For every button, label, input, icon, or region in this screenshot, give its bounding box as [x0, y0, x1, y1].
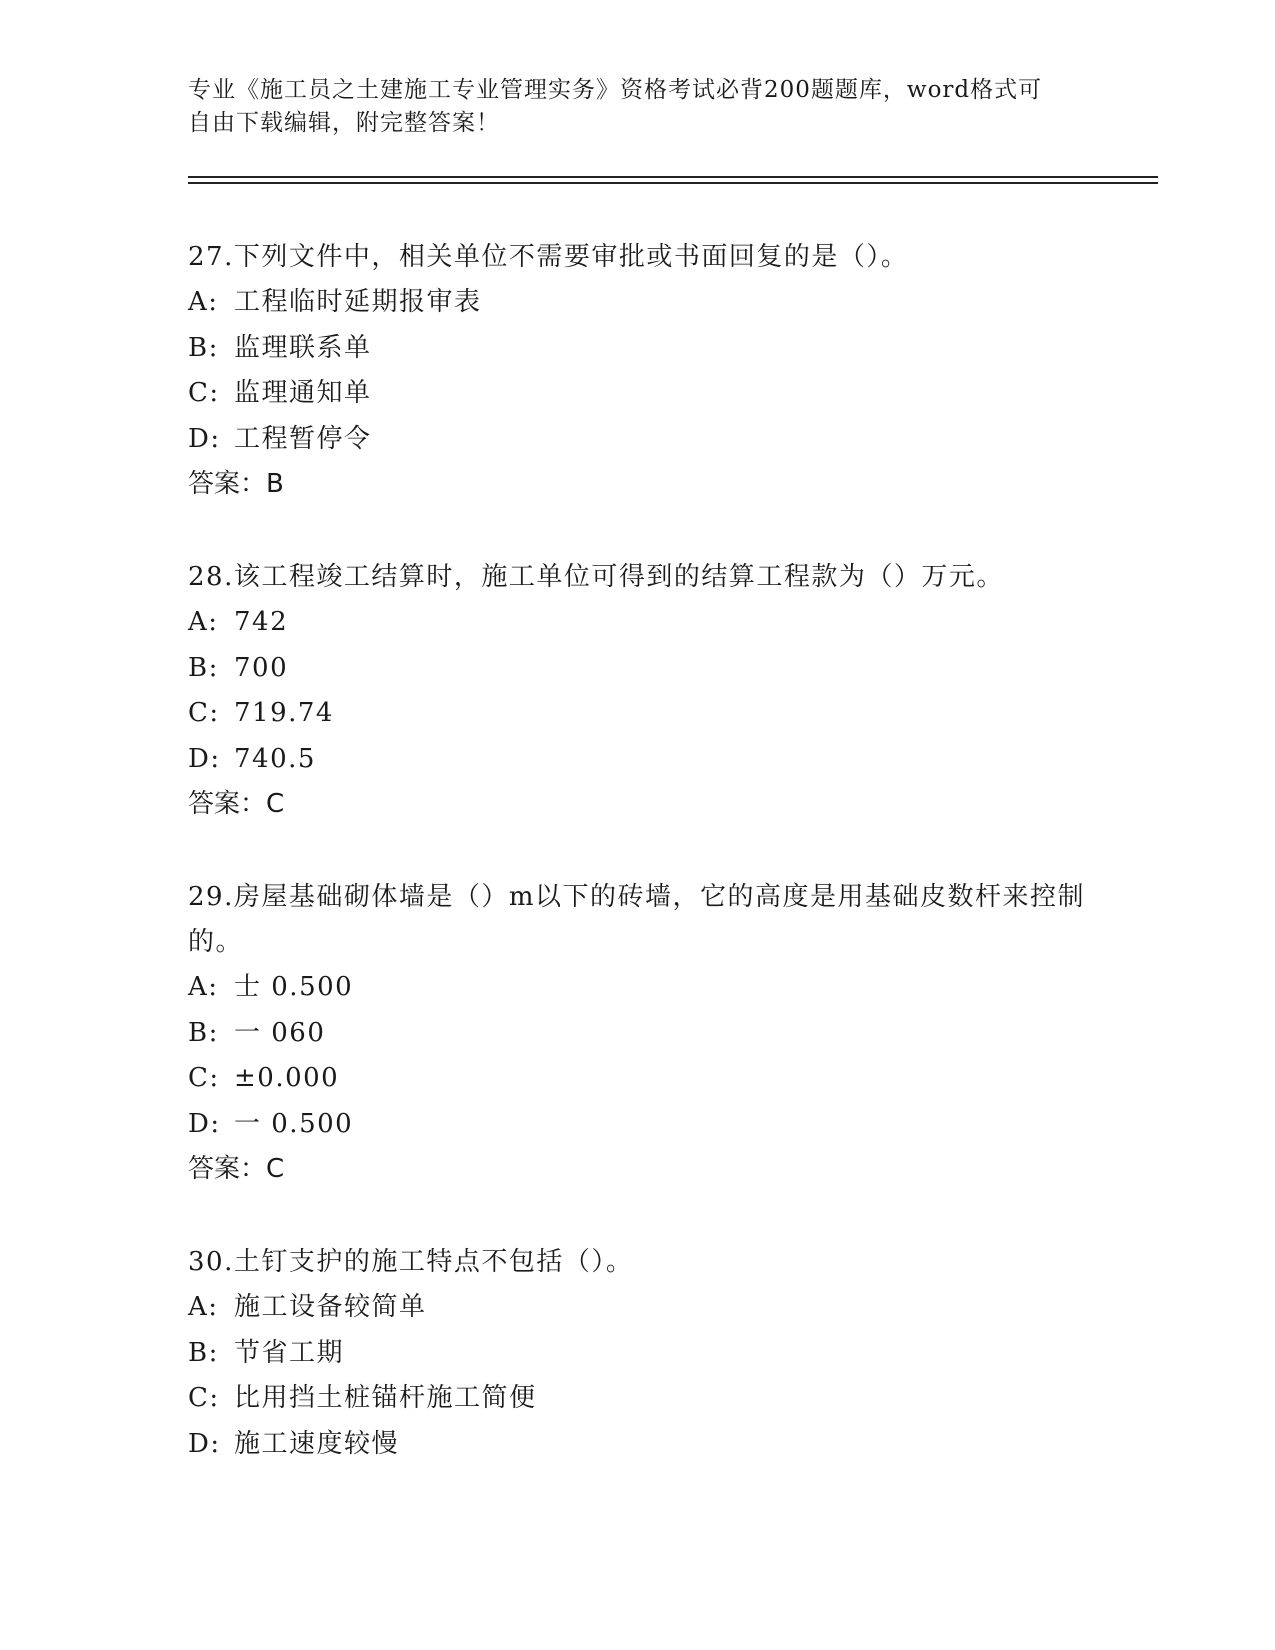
question-stem: 29.房屋基础砌体墙是（）m以下的砖墙，它的高度是用基础皮数杆来控制的。	[188, 882, 1086, 957]
option-text: 工程临时延期报审表	[234, 287, 482, 317]
option-c	[188, 1376, 1088, 1422]
option-key: D:	[188, 1428, 221, 1459]
option-a	[188, 600, 1088, 646]
option-key: C:	[188, 1063, 220, 1093]
option-a	[188, 1285, 1088, 1331]
answer-line: 答案：C	[188, 1154, 285, 1184]
option-text: ±0.000	[234, 1063, 340, 1093]
option-key: D:	[188, 1108, 221, 1139]
option-key: C:	[188, 378, 220, 408]
option-a	[188, 280, 1088, 326]
question-29	[188, 875, 1088, 1192]
option-key: C:	[188, 698, 220, 728]
option-text: 一 060	[234, 1017, 326, 1048]
question-stem: 28.该工程竣工结算时，施工单位可得到的结算工程款为（）万元。	[188, 562, 1004, 592]
option-d	[188, 737, 1088, 783]
option-text: 742	[234, 607, 289, 637]
option-b	[188, 1331, 1088, 1377]
option-key: D:	[188, 423, 221, 454]
option-d	[188, 417, 1088, 463]
option-key: B:	[188, 1017, 219, 1048]
answer-line: 答案：C	[188, 789, 285, 819]
option-key: A:	[188, 1292, 219, 1322]
option-d	[188, 1422, 1088, 1468]
option-b	[188, 326, 1088, 372]
option-key: A:	[188, 972, 219, 1002]
option-key: B:	[188, 652, 219, 683]
option-text: 监理通知单	[234, 378, 372, 408]
option-key: A:	[188, 287, 219, 317]
option-text: 工程暂停令	[234, 423, 372, 454]
header-divider-bottom	[188, 182, 1158, 184]
question-stem: 27.下列文件中，相关单位不需要审批或书面回复的是（）。	[188, 242, 909, 272]
option-c	[188, 1056, 1088, 1102]
option-a	[188, 965, 1088, 1011]
option-text: 施工设备较简单	[234, 1292, 427, 1322]
header-divider-top	[188, 176, 1158, 178]
question-28	[188, 555, 1088, 827]
option-text: 施工速度较慢	[234, 1428, 400, 1459]
question-27	[188, 235, 1088, 507]
option-key: C:	[188, 1383, 220, 1413]
question-stem: 30.土钉支护的施工特点不包括（）。	[188, 1247, 634, 1277]
option-key: B:	[188, 1337, 219, 1368]
option-b	[188, 646, 1088, 692]
question-30	[188, 1240, 1088, 1467]
option-text: 监理联系单	[234, 332, 372, 363]
option-key: A:	[188, 607, 219, 637]
option-d	[188, 1102, 1088, 1148]
option-text: 比用挡土桩锚杆施工简便	[234, 1383, 537, 1413]
option-key: B:	[188, 332, 219, 363]
option-text: 一 0.500	[234, 1108, 354, 1139]
option-text: 719.74	[234, 698, 334, 728]
option-text: 士 0.500	[234, 972, 354, 1002]
option-c	[188, 371, 1088, 417]
option-b	[188, 1011, 1088, 1057]
answer-line: 答案：B	[188, 469, 284, 499]
option-text: 700	[234, 652, 289, 683]
option-key: D:	[188, 743, 221, 774]
document-header: 专业《施工员之土建施工专业管理实务》资格考试必背200题题库，word格式可 自由下载编辑，附完整答案！	[188, 77, 1043, 136]
option-text: 节省工期	[234, 1337, 345, 1368]
option-text: 740.5	[234, 743, 316, 774]
option-c	[188, 691, 1088, 737]
